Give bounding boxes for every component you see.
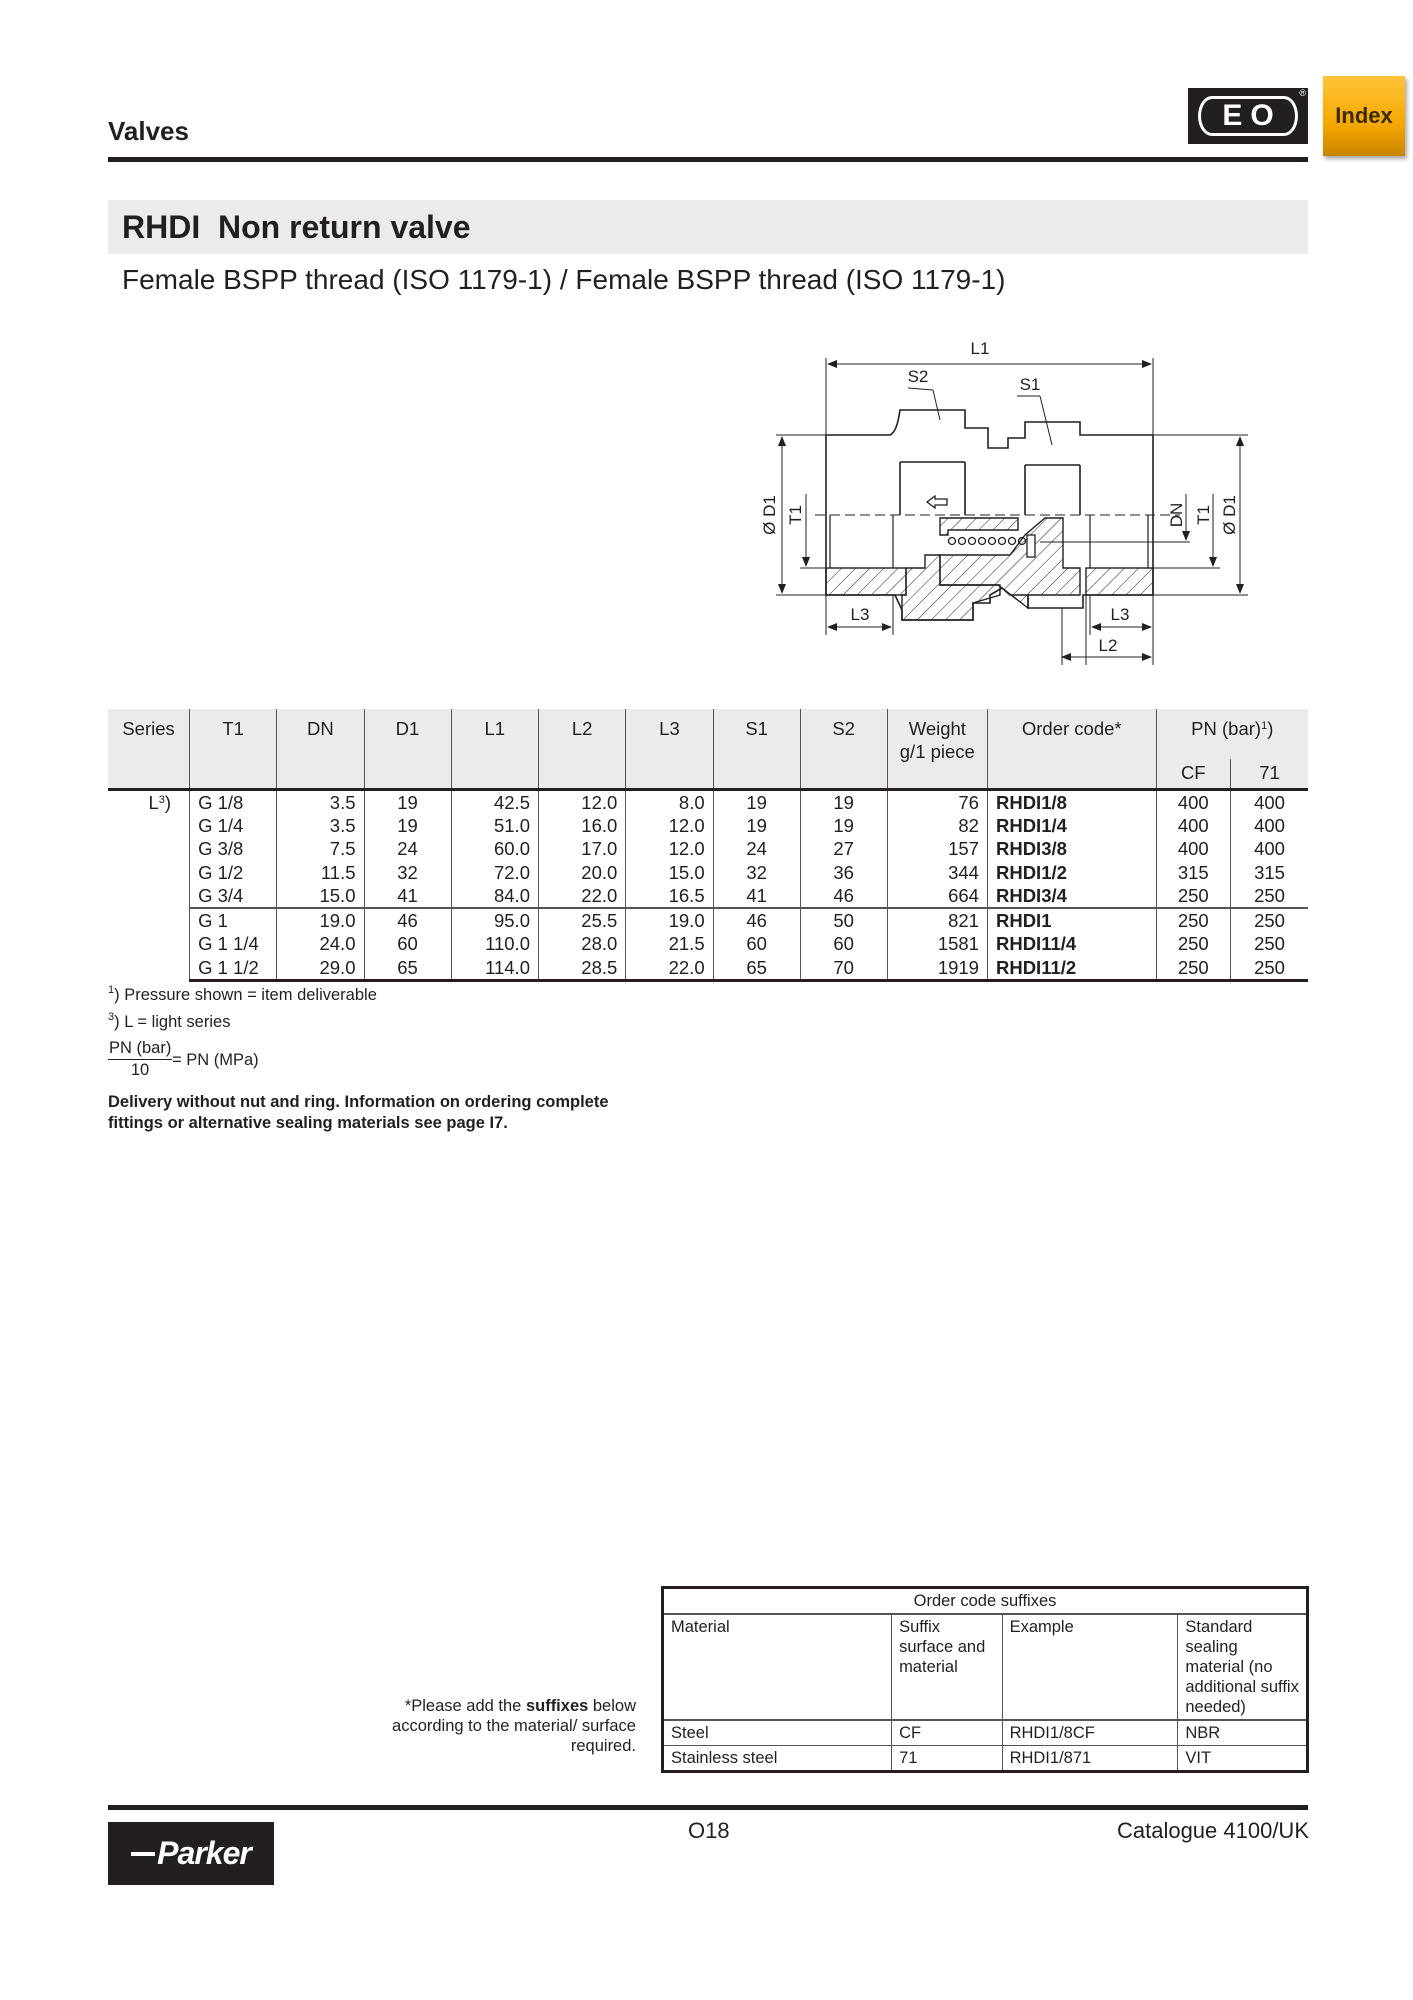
cell-code: RHDI3/4 [987, 884, 1156, 908]
suffix-row [663, 1746, 1308, 1772]
cell-dn: 19.0 [277, 908, 364, 932]
dim-label-d1-left: Ø D1 [760, 495, 779, 535]
cell-s71: 250 [1231, 908, 1308, 932]
cell-t1: G 1 1/4 [190, 932, 277, 956]
cell-l2: 20.0 [539, 861, 626, 885]
cell-code: RHDI1/8 [987, 789, 1156, 814]
footnote-light-series: $^3$) L = light series [108, 1011, 231, 1031]
cell-weight: 76 [887, 789, 987, 814]
cell-t1: G 3/8 [190, 837, 277, 861]
fraction-result: = PN (MPa) [172, 1051, 259, 1069]
cell-l1: 95.0 [451, 908, 538, 932]
cell-d1: 46 [364, 908, 451, 932]
suffix-row [663, 1720, 1308, 1746]
cell-dn: 15.0 [277, 884, 364, 908]
header-pn: PN (bar)$^1$) [1156, 709, 1308, 759]
cell-l1: 110.0 [451, 932, 538, 956]
cell-s1: 46 [713, 908, 800, 932]
suffix-cell-material: Stainless steel [663, 1746, 892, 1772]
cell-t1: G 1 [190, 908, 277, 932]
cell-weight: 82 [887, 814, 987, 838]
cell-s1: 60 [713, 932, 800, 956]
suffix-table-body [663, 1720, 1308, 1772]
dim-label-d1-right: Ø D1 [1220, 495, 1239, 535]
cell-s71: 250 [1254, 885, 1285, 906]
cell-dn: 24.0 [277, 932, 364, 956]
cell-cf: 400 [1156, 814, 1230, 838]
dimensions-table-body [108, 789, 1308, 980]
suffix-header-sealing: Standard sealing material (no additional suffix needed) [1178, 1614, 1308, 1720]
cell-l1: 42.5 [451, 789, 538, 814]
cell-l3: 19.0 [626, 908, 713, 932]
header-order-code: Order code* [987, 709, 1156, 789]
table-row [108, 884, 1308, 908]
section-title: Valves [108, 116, 189, 146]
suffix-cell-example: RHDI1/8CF [1002, 1720, 1178, 1746]
dim-label-s1: S1 [1019, 375, 1041, 394]
cell-s1: 19 [713, 814, 800, 838]
cell-dn: 29.0 [277, 956, 364, 981]
cell-code: RHDI11/2 [987, 956, 1156, 981]
cell-l3: 15.0 [626, 861, 713, 885]
table-row [108, 908, 1308, 932]
cell-s2: 46 [800, 884, 887, 908]
cell-l1: 51.0 [451, 814, 538, 838]
cell-s2: 50 [800, 908, 887, 932]
header-series: Series [108, 709, 190, 789]
footer-divider [108, 1805, 1308, 1810]
cell-code: RHDI1 [987, 908, 1156, 932]
header-divider [108, 157, 1308, 162]
eo-brand-logo [1188, 88, 1308, 144]
cell-s1: 65 [713, 956, 800, 981]
cell-s1: 24 [713, 837, 800, 861]
delivery-note: Delivery without nut and ring. Information on ordering complete fittings or alternative sealing materials see page I7. [108, 1093, 609, 1132]
cell-l3: 22.0 [626, 956, 713, 981]
registered-mark: ® [1299, 88, 1306, 98]
header-weight: Weight g/1 piece [887, 709, 987, 789]
cell-cf: 400 [1156, 789, 1230, 814]
parker-logo-dash [131, 1852, 155, 1856]
table-row [108, 956, 1308, 981]
cell-s2: 36 [800, 861, 887, 885]
cell-l2: 17.0 [539, 837, 626, 861]
cell-l3: 8.0 [626, 789, 713, 814]
cell-s2: 27 [800, 837, 887, 861]
parker-logo: Parker [108, 1822, 274, 1885]
table-row [108, 789, 1308, 814]
cell-l2: 22.0 [539, 884, 626, 908]
catalogue-reference: Catalogue 4100/UK [1116, 1818, 1309, 1843]
cell-cf: 250 [1156, 908, 1230, 932]
cell-s71: 400 [1254, 814, 1285, 836]
cell-d1: 41 [364, 884, 451, 908]
dim-label-t1-right: T1 [1194, 505, 1213, 525]
cell-d1: 32 [364, 861, 451, 885]
cell-dn: 11.5 [277, 861, 364, 885]
header-pn-cf: CF [1156, 759, 1230, 789]
cell-d1: 60 [364, 932, 451, 956]
cell-s71: 315 [1254, 861, 1285, 883]
header-l2: L2 [539, 709, 626, 789]
cell-weight: 344 [887, 861, 987, 885]
suffix-cell-sealing: NBR [1178, 1720, 1308, 1746]
dim-label-l3-left: L3 [850, 605, 870, 624]
cell-s1: 32 [713, 861, 800, 885]
cell-l1: 60.0 [451, 837, 538, 861]
cell-d1: 24 [364, 837, 451, 861]
cell-s1: 41 [713, 884, 800, 908]
cell-t1: G 1/8 [190, 789, 277, 814]
dimensions-table [108, 709, 1308, 982]
cell-l2: 28.5 [539, 956, 626, 981]
cell-l3: 12.0 [626, 837, 713, 861]
dim-label-l1: L1 [970, 339, 990, 358]
cell-dn: 7.5 [277, 837, 364, 861]
header-t1: T1 [190, 709, 277, 789]
page-number: O18 [688, 1818, 730, 1843]
cell-s71: 400 [1254, 791, 1285, 813]
hatched-section [826, 515, 1153, 620]
cell-s71: 250 [1254, 933, 1285, 955]
fraction-denominator: 10 [130, 1061, 150, 1079]
dim-label-l2: L2 [1098, 636, 1118, 655]
cell-s2: 60 [800, 932, 887, 956]
header-s1: S1 [713, 709, 800, 789]
suffix-header-suffix: Suffix surface and material [892, 1614, 1003, 1720]
suffix-cell-sealing: VIT [1178, 1746, 1308, 1772]
suffix-cell-suffix: 71 [892, 1746, 1003, 1772]
header-l1: L1 [451, 709, 538, 789]
suffix-table-caption: Order code suffixes [663, 1588, 1308, 1615]
cell-dn: 3.5 [277, 814, 364, 838]
order-code-suffixes-table [661, 1586, 1309, 1773]
cell-l2: 12.0 [539, 789, 626, 814]
cell-l3: 12.0 [626, 814, 713, 838]
header-s2: S2 [800, 709, 887, 789]
cell-s2: 70 [800, 956, 887, 981]
cell-cf: 400 [1156, 837, 1230, 861]
series-cell: $L^3$) [108, 789, 190, 980]
cell-l2: 16.0 [539, 814, 626, 838]
suffix-hint: *Please add the suffixes below according to the material/ surface required. [392, 1697, 636, 1755]
header-d1: D1 [364, 709, 451, 789]
pressure-conversion-formula [108, 1039, 259, 1080]
index-button[interactable]: Index [1323, 76, 1405, 156]
cell-code: RHDI1/4 [987, 814, 1156, 838]
cell-cf: 250 [1156, 956, 1230, 981]
cell-cf: 315 [1156, 861, 1230, 885]
suffix-header-material: Material [663, 1614, 892, 1720]
cell-weight: 1919 [887, 956, 987, 981]
header-pn-71: 71 [1231, 759, 1308, 789]
cell-s1: 19 [713, 789, 800, 814]
suffix-cell-material: Steel [663, 1720, 892, 1746]
cell-weight: 1581 [887, 932, 987, 956]
footnote-pressure: $^1$) Pressure shown = item deliverable [108, 984, 377, 1004]
cell-l1: 114.0 [451, 956, 538, 981]
cell-weight: 157 [887, 837, 987, 861]
dim-label-s2: S2 [907, 367, 929, 386]
cell-l3: 16.5 [626, 884, 713, 908]
cell-l2: 28.0 [539, 932, 626, 956]
cell-d1: 65 [364, 956, 451, 981]
cell-l1: 72.0 [451, 861, 538, 885]
cell-s71: 250 [1231, 956, 1308, 981]
table-row [108, 814, 1308, 838]
cell-s2: 19 [800, 789, 887, 814]
cell-code: RHDI11/4 [987, 932, 1156, 956]
cell-code: RHDI3/8 [987, 837, 1156, 861]
cell-t1: G 1 1/2 [190, 956, 277, 981]
cell-cf: 250 [1156, 884, 1230, 908]
cell-dn: 3.5 [277, 789, 364, 814]
product-title: RHDI Non return valve [122, 209, 471, 245]
table-row [108, 861, 1308, 885]
header-l3: L3 [626, 709, 713, 789]
table-row [108, 932, 1308, 956]
cell-d1: 19 [364, 814, 451, 838]
cell-s71: 400 [1254, 838, 1285, 860]
suffix-header-example: Example [1002, 1614, 1178, 1720]
cell-l3: 21.5 [626, 932, 713, 956]
cell-d1: 19 [364, 789, 451, 814]
fraction-numerator: PN (bar) [108, 1039, 172, 1060]
header-dn: DN [277, 709, 364, 789]
flow-direction-arrow-icon [927, 496, 947, 508]
cell-t1: G 1/2 [190, 861, 277, 885]
dim-label-t1-left: T1 [786, 505, 805, 525]
dim-label-dn: DN [1167, 502, 1186, 528]
cell-l2: 25.5 [539, 908, 626, 932]
suffix-cell-suffix: CF [892, 1720, 1003, 1746]
valve-cross-section-drawing [740, 330, 1320, 670]
cell-code: RHDI1/2 [987, 861, 1156, 885]
table-row [108, 837, 1308, 861]
cell-t1: G 3/4 [190, 884, 277, 908]
cell-t1: G 1/4 [190, 814, 277, 838]
suffix-cell-example: RHDI1/871 [1002, 1746, 1178, 1772]
cell-weight: 664 [887, 884, 987, 908]
product-subtitle: Female BSPP thread (ISO 1179-1) / Female BSPP thread (ISO 1179-1) [122, 264, 1006, 295]
cell-l1: 84.0 [451, 884, 538, 908]
cell-s2: 19 [800, 814, 887, 838]
cell-weight: 821 [887, 908, 987, 932]
cell-cf: 250 [1156, 932, 1230, 956]
eo-logo-text: EO [1198, 96, 1298, 136]
dim-label-l3-right: L3 [1110, 605, 1130, 624]
